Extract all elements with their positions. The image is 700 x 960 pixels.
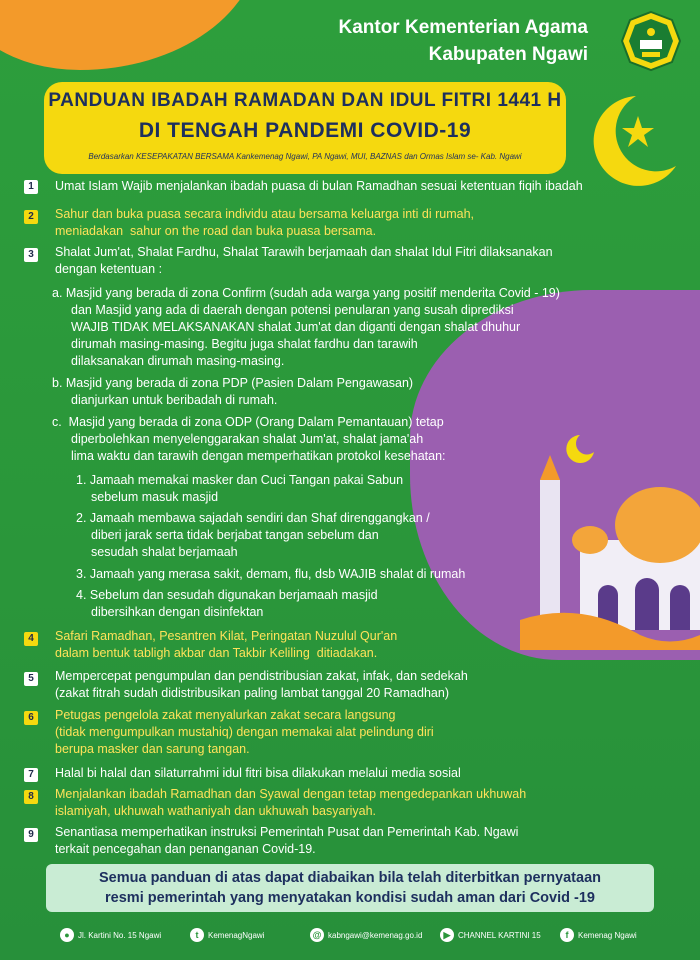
item-text: Safari Ramadhan, Pesantren Kilat, Peringatan Nuzulul Qur'an [55, 629, 398, 643]
crescent-star-icon [576, 86, 686, 196]
contact-facebook[interactable] [560, 928, 637, 942]
office-line2: Kabupaten Ngawi [428, 44, 588, 65]
item-text: Menjalankan ibadah Ramadhan dan Syawal dengan tetap mengedepankan ukhuwah [55, 787, 527, 801]
item-number: 4 [24, 632, 38, 646]
sub-c-line: lima waktu dan tarawih dengan memperhatikan protokol kesehatan: [71, 449, 446, 463]
video-channel-icon: ▶ [440, 928, 454, 942]
kemenag-logo-icon [620, 10, 682, 72]
facebook-icon: f [560, 928, 574, 942]
sub-c-line: diperbolehkan menyelenggarakan shalat Jum'at, shalat jama'ah [71, 432, 424, 446]
contact-email[interactable] [310, 928, 422, 942]
protocol-line: sesudah shalat berjamaah [91, 545, 238, 559]
protocol-line: 4. Sebelum dan sesudah digunakan berjamaah masjid [76, 588, 378, 602]
item-text: dengan ketentuan : [55, 262, 163, 276]
title-line1: PANDUAN IBADAH RAMADAN DAN IDUL FITRI 1441 H [48, 90, 562, 111]
contact-address [60, 928, 161, 942]
sub-c-line: c. Masjid yang berada di zona ODP (Orang Dalam Pemantauan) tetap [52, 415, 444, 429]
item-number: 9 [24, 828, 38, 842]
item-text: Umat Islam Wajib menjalankan ibadah puasa di bulan Ramadhan sesuai ketentuan fiqih ibadah [55, 179, 583, 193]
location-pin-icon: ● [60, 928, 74, 942]
contact-channel[interactable] [440, 928, 541, 942]
subnote: Berdasarkan KESEPAKATAN BERSAMA Kankemenag Ngawi, PA Ngawi, MUI, BAZNAS dan Ormas Islam se- Kab. Ngawi [88, 152, 522, 161]
item-text: Shalat Jum'at, Shalat Fardhu, Shalat Tarawih berjamaah dan shalat Idul Fitri dilaksanakan [55, 245, 553, 259]
protocol-line: dibersihkan dengan disinfektan [91, 605, 264, 619]
sub-b-line: b. Masjid yang berada di zona PDP (Pasien Dalam Pengawasan) [52, 376, 414, 390]
sub-b-line: dianjurkan untuk beribadah di rumah. [71, 393, 278, 407]
office-line1: Kantor Kementerian Agama [338, 17, 588, 38]
title-banner [44, 82, 566, 174]
item-text: (zakat fitrah sudah didistribusikan paling lambat tanggal 20 Ramadhan) [55, 686, 449, 700]
channel-text: CHANNEL KARTINI 15 [458, 930, 541, 940]
item-number: 6 [24, 711, 38, 725]
item-text: terkait pencegahan dan penanganan Covid-19. [55, 842, 316, 856]
facebook-text: Kemenag Ngawi [578, 930, 637, 940]
contact-bar [60, 928, 680, 950]
sub-a-line: a. Masjid yang berada di zona Confirm (sudah ada warga yang positif menderita Covid - 19) [52, 286, 560, 300]
disclaimer-box [46, 864, 654, 912]
item-number: 3 [24, 248, 38, 262]
email-icon: @ [310, 928, 324, 942]
item-text: Senantiasa memperhatikan instruksi Pemerintah Pusat dan Pemerintah Kab. Ngawi [55, 825, 519, 839]
item-text: islamiyah, ukhuwah wathaniyah dan ukhuwah basyariyah. [55, 804, 377, 818]
protocol-line: 1. Jamaah memakai masker dan Cuci Tangan pakai Sabun [76, 473, 404, 487]
item-text: Mempercepat pengumpulan dan pendistribusian zakat, infak, dan sedekah [55, 669, 468, 683]
sub-a-line: dilaksanakan dirumah masing-masing. [71, 354, 285, 368]
email-text: kabngawi@kemenag.go.id [328, 930, 423, 940]
item-text: Petugas pengelola zakat menyalurkan zakat secara langsung [55, 708, 396, 722]
item-text: dalam bentuk tabligh akbar dan Takbir Keliling ditiadakan. [55, 646, 378, 660]
item-text: berupa masker dan sarung tangan. [55, 742, 250, 756]
mosque-illustration-icon [520, 420, 700, 650]
item-number: 5 [24, 672, 38, 686]
sub-a-line: dan Masjid yang ada di daerah dengan potensi penularan yang susah diprediksi [71, 303, 514, 317]
item-text: (tidak mengumpulkan mustahiq) dengan memakai alat pelindung diri [55, 725, 434, 739]
office-name [338, 14, 588, 68]
item-text: Halal bi halal dan silaturrahmi idul fitri bisa dilakukan melalui media sosial [55, 766, 461, 780]
disclaimer-line2: resmi pemerintah yang menyatakan kondisi sudah aman dari Covid -19 [105, 890, 595, 906]
title-line2: DI TENGAH PANDEMI COVID-19 [138, 119, 472, 142]
item-number: 7 [24, 768, 38, 782]
protocol-line: diberi jarak serta tidak berjabat tangan sebelum dan [91, 528, 379, 542]
item-text: Sahur dan buka puasa secara individu atau bersama keluarga inti di rumah, [55, 207, 475, 221]
protocol-line: 3. Jamaah yang merasa sakit, demam, flu, dsb WAJIB shalat di rumah [76, 567, 466, 581]
item-number: 2 [24, 210, 38, 224]
protocol-line: 2. Jamaah membawa sajadah sendiri dan Shaf direnggangkan / [76, 511, 430, 525]
disclaimer-line1: Semua panduan di atas dapat diabaikan bila telah diterbitkan pernyataan [99, 870, 601, 886]
twitter-text: KemenagNgawi [208, 930, 265, 940]
sub-a-line: dirumah masing-masing. Begitu juga shalat fardhu dan tarawih [71, 337, 418, 351]
sub-a-line: WAJIB TIDAK MELAKSANAKAN shalat Jum'at dan diganti dengan shalat dhuhur [71, 320, 521, 334]
twitter-icon: t [190, 928, 204, 942]
item-number: 1 [24, 180, 38, 194]
item-text: meniadakan sahur on the road dan buka puasa bersama. [55, 224, 377, 238]
item-number: 8 [24, 790, 38, 804]
address-text: Jl. Kartini No. 15 Ngawi [78, 930, 162, 940]
protocol-line: sebelum masuk masjid [91, 490, 219, 504]
contact-twitter[interactable] [190, 928, 264, 942]
